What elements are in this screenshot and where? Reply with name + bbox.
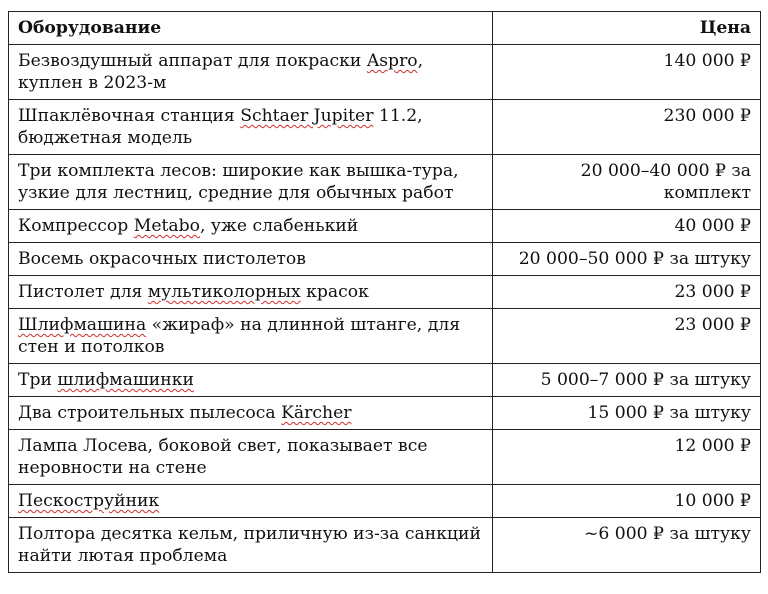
equipment-name-text: «жираф» на длинной штанге, для стен и потолков (18, 315, 461, 357)
equipment-price: 5 000–7 000 ₽ за штуку (493, 364, 761, 397)
equipment-name (9, 210, 493, 243)
equipment-price: 20 000–50 000 ₽ за штуку (493, 243, 761, 276)
header-price: Цена (493, 12, 761, 45)
equipment-price: 20 000–40 000 ₽ за комплект (493, 155, 761, 210)
table-row (9, 430, 761, 485)
table-row (9, 485, 761, 518)
equipment-price: 12 000 ₽ (493, 430, 761, 485)
equipment-name-text: , куплен в 2023-м (18, 51, 424, 93)
table-row (9, 364, 761, 397)
spellcheck-word: Пескоструйник (18, 491, 160, 511)
equipment-name-text: 11.2, бюджетная модель (18, 106, 423, 148)
spellcheck-word: Schtaer Jupiter (240, 106, 374, 126)
equipment-name-text: , уже слабенький (200, 216, 359, 236)
header-equipment: Оборудование (9, 12, 493, 45)
table-row (9, 518, 761, 573)
equipment-price: 140 000 ₽ (493, 45, 761, 100)
equipment-name-text: Восемь окрасочных пистолетов (18, 249, 306, 269)
table-row (9, 100, 761, 155)
table-row (9, 276, 761, 309)
equipment-name (9, 45, 493, 100)
equipment-name-text: красок (300, 282, 369, 302)
equipment-name-text: Лампа Лосева, боковой свет, показывает все неровности на стене (18, 436, 428, 478)
equipment-table (8, 11, 761, 573)
spellcheck-word: Шлифмашина (18, 315, 147, 335)
equipment-price: 230 000 ₽ (493, 100, 761, 155)
table-row (9, 45, 761, 100)
equipment-price: 10 000 ₽ (493, 485, 761, 518)
table-row (9, 397, 761, 430)
spellcheck-word: шлифмашинки (57, 370, 194, 390)
equipment-name-text: Шпаклёвочная станция (18, 106, 241, 126)
equipment-price: 15 000 ₽ за штуку (493, 397, 761, 430)
equipment-name-text: Компрессор (18, 216, 134, 236)
equipment-name (9, 155, 493, 210)
equipment-name-text: Три (18, 370, 58, 390)
table-row (9, 155, 761, 210)
table-row (9, 210, 761, 243)
equipment-name-text: Безвоздушный аппарат для покраски (18, 51, 367, 71)
spellcheck-word: мультиколорных (147, 282, 301, 302)
equipment-name (9, 518, 493, 573)
equipment-name-text: Пистолет для (18, 282, 148, 302)
equipment-name (9, 364, 493, 397)
table-row (9, 309, 761, 364)
equipment-name-text: Два строительных пылесоса (18, 403, 282, 423)
equipment-name (9, 485, 493, 518)
equipment-name (9, 397, 493, 430)
equipment-name (9, 430, 493, 485)
equipment-name-text: Полтора десятка кельм, приличную из-за санкций найти лютая проблема (18, 524, 481, 566)
equipment-price: ~6 000 ₽ за штуку (493, 518, 761, 573)
spellcheck-word: Kärcher (281, 403, 352, 423)
equipment-name (9, 309, 493, 364)
table-header-row (9, 12, 761, 45)
table-body (9, 45, 761, 573)
spellcheck-word: Aspro (366, 51, 418, 71)
table-row (9, 243, 761, 276)
equipment-name (9, 100, 493, 155)
equipment-price: 23 000 ₽ (493, 309, 761, 364)
equipment-name (9, 243, 493, 276)
equipment-price: 23 000 ₽ (493, 276, 761, 309)
equipment-price: 40 000 ₽ (493, 210, 761, 243)
equipment-name (9, 276, 493, 309)
spellcheck-word: Metabo (133, 216, 200, 236)
equipment-name-text: Три комплекта лесов: широкие как вышка-тура, узкие для лестниц, средние для обычных работ (18, 161, 459, 203)
